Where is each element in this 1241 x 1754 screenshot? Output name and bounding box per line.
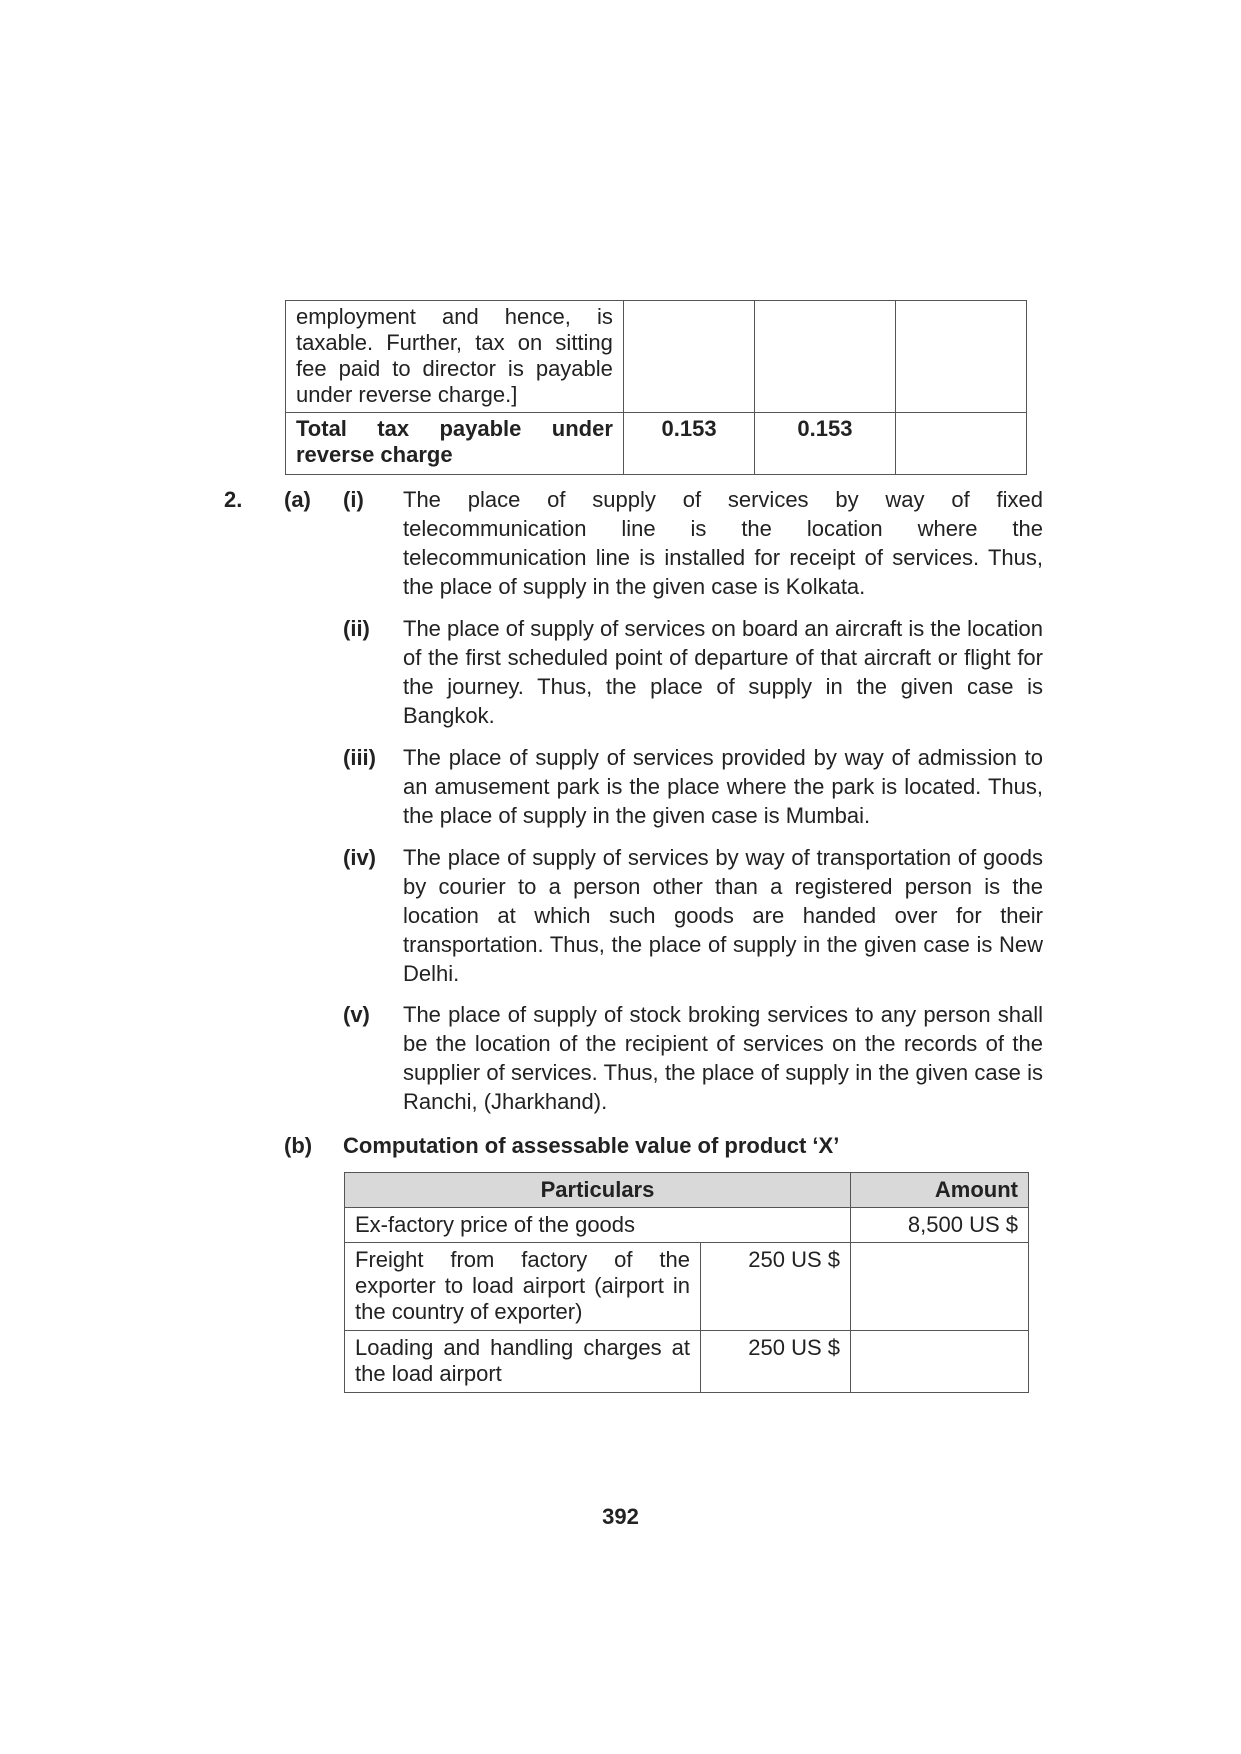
table-cell	[755, 301, 895, 413]
table-row	[345, 1208, 1029, 1243]
row-amount: 8,500 US $	[851, 1208, 1029, 1243]
item-v-text: The place of supply of stock broking services to any person shall be the location of the recipient of services on the records of the supplier of services. Thus, the place of supply in the given case is Ranchi, (Jharkhand).	[403, 1002, 1043, 1114]
row-amount	[851, 1243, 1029, 1331]
item-label: (iii)	[343, 745, 376, 770]
question-number: 2.	[224, 487, 243, 512]
row-particular: Ex-factory price of the goods	[345, 1208, 851, 1243]
item-label: (ii)	[343, 616, 370, 641]
header-particulars: Particulars	[345, 1173, 851, 1208]
part-a-label: (a)	[284, 487, 311, 512]
table-cell	[895, 301, 1026, 413]
row-particular: Loading and handling charges at the load airport	[345, 1331, 701, 1393]
part-b-heading: Computation of assessable value of product ‘X’	[343, 1133, 840, 1158]
table-row	[345, 1243, 1029, 1331]
item-ii-text: The place of supply of services on board an aircraft is the location of the first scheduled point of departure of that aircraft or flight for the journey. Thus, the place of supply in the given case is Bangkok.	[403, 616, 1043, 728]
row-sub-amount: 250 US $	[701, 1331, 851, 1393]
item-label: (v)	[343, 1002, 370, 1027]
table-header-row	[345, 1173, 1029, 1208]
table-cell-text: employment and hence, is taxable. Further, tax on sitting fee paid to director is payable under reverse charge.]	[286, 301, 624, 413]
tax-table-continuation	[285, 300, 1027, 475]
page-number: 392	[602, 1504, 639, 1529]
item-label: (iv)	[343, 845, 376, 870]
item-i-text: The place of supply of services by way of fixed telecommunication line is the location where the telecommunication line is installed for receipt of services. Thus, the place of supply in the given case is Kolkata.	[403, 487, 1043, 599]
total-label: Total tax payable under reverse charge	[286, 413, 624, 475]
table-row	[345, 1331, 1029, 1393]
part-b-label: (b)	[284, 1133, 313, 1158]
item-label: (i)	[343, 487, 364, 512]
total-value-col3: 0.153	[755, 413, 895, 475]
row-amount	[851, 1331, 1029, 1393]
table-row-total	[286, 413, 1027, 475]
item-iii-text: The place of supply of services provided by way of admission to an amusement park is the place where the park is located. Thus, the place of supply in the given case is Mumbai.	[403, 745, 1043, 828]
table-cell	[895, 413, 1026, 475]
row-particular: Freight from factory of the exporter to load airport (airport in the country of exporter)	[345, 1243, 701, 1331]
assessable-value-table	[344, 1172, 1029, 1393]
table-row	[286, 301, 1027, 413]
row-sub-amount: 250 US $	[701, 1243, 851, 1331]
item-iv-text: The place of supply of services by way of transportation of goods by courier to a person other than a registered person is the location at which such goods are handed over for their transportation. Thus, the place of supply in the given case is New Delhi.	[403, 845, 1043, 986]
total-value-col2: 0.153	[623, 413, 754, 475]
table-cell	[623, 301, 754, 413]
header-amount: Amount	[851, 1173, 1029, 1208]
